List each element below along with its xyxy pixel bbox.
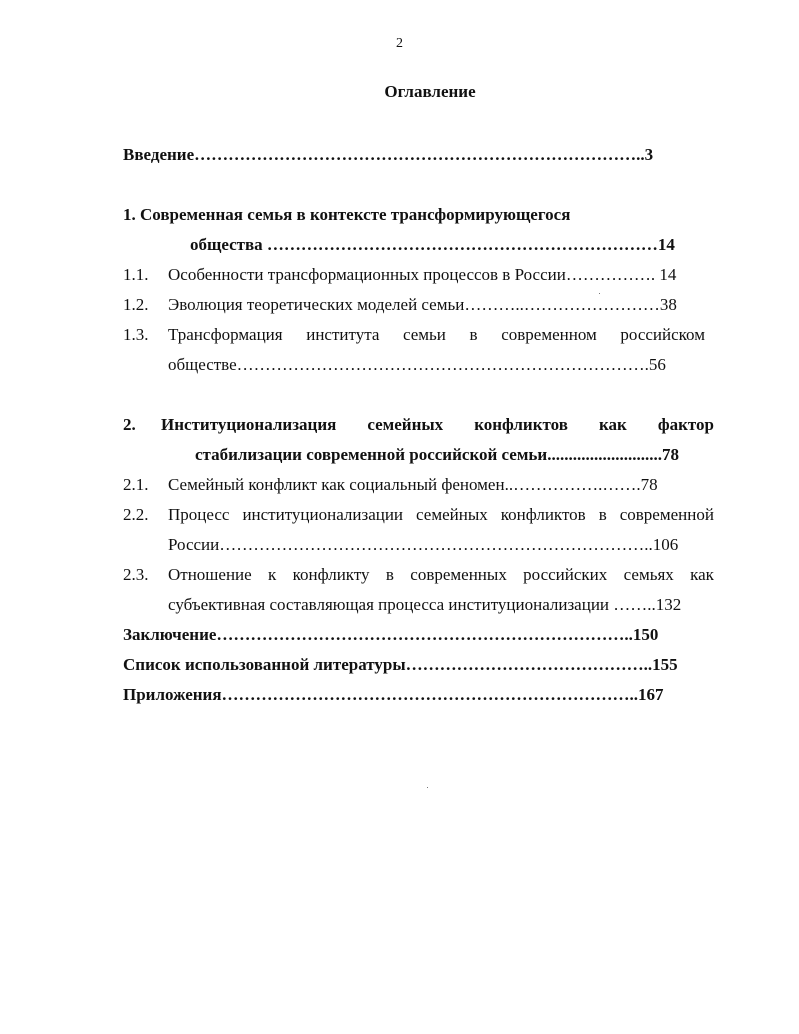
toc-intro[interactable]: Введение……………………………………………………………………..3	[123, 145, 654, 164]
toc-chapter-2-line-2[interactable]: стабилизации современной российской семьи...........................78	[195, 445, 679, 464]
toc-appendix[interactable]: Приложения………………………………………………………………..167	[123, 685, 664, 704]
word: конфликтов	[500, 505, 586, 524]
toc-conclusion[interactable]: Заключение………………………………………………………………..150	[123, 625, 659, 644]
word: в	[598, 505, 607, 524]
word: современном	[501, 325, 597, 344]
page-title: Оглавление	[384, 82, 476, 101]
word: как	[690, 565, 714, 584]
toc-section-1-2[interactable]: Эволюция теоретических моделей семьи………..……………………38	[168, 295, 677, 314]
scan-speck	[599, 293, 600, 294]
word: Процесс	[168, 505, 230, 524]
toc-chapter-1-line-1[interactable]: 1. Современная семья в контексте трансформирующегося	[123, 205, 571, 224]
page-number: 2	[396, 36, 403, 51]
toc-section-2-3-number: 2.3.	[123, 565, 149, 584]
toc-chapter-2-line-1[interactable]	[161, 414, 714, 436]
toc-section-1-3-line-1[interactable]	[168, 324, 705, 346]
toc-section-2-1-number: 2.1.	[123, 475, 149, 494]
word: Трансформация	[168, 325, 283, 344]
toc-bibliography[interactable]: Список использованной литературы……………………………………..155	[123, 655, 678, 674]
word: фактор	[657, 415, 714, 434]
word: института	[306, 325, 380, 344]
toc-section-2-2-number: 2.2.	[123, 505, 149, 524]
toc-section-2-2-line-2[interactable]: России…………………………………………………………………..106	[168, 535, 679, 554]
word: современных	[410, 565, 507, 584]
toc-section-2-3-line-2[interactable]: субъективная составляющая процесса институционализации ……..132	[168, 595, 682, 614]
word: семьи	[403, 325, 446, 344]
scan-speck	[427, 787, 428, 788]
word: Институционализация	[161, 415, 337, 434]
toc-section-1-2-number: 1.2.	[123, 295, 149, 314]
word: российском	[620, 325, 705, 344]
word: конфликтов	[474, 415, 568, 434]
word: институционализации	[242, 505, 404, 524]
toc-chapter-2-number: 2.	[123, 415, 136, 434]
word: как	[598, 415, 627, 434]
toc-section-1-1[interactable]: Особенности трансформационных процессов в России……………. 14	[168, 265, 677, 284]
toc-section-1-3-line-2[interactable]: обществе……………………………………………………………….56	[168, 355, 666, 374]
toc-section-1-3-number: 1.3.	[123, 325, 149, 344]
toc-section-2-3-line-1[interactable]	[168, 564, 714, 586]
word: семейных	[367, 415, 444, 434]
toc-chapter-1-line-2[interactable]: общества ……………………………………………………………14	[190, 235, 675, 254]
word: семейных	[416, 505, 488, 524]
word: современной	[619, 505, 714, 524]
toc-section-1-1-number: 1.1.	[123, 265, 149, 284]
word: Отношение	[168, 565, 252, 584]
word: семьях	[623, 565, 674, 584]
word: в	[385, 565, 394, 584]
word: конфликту	[292, 565, 370, 584]
word: в	[469, 325, 478, 344]
word: к	[268, 565, 277, 584]
word: российских	[523, 565, 608, 584]
toc-section-2-2-line-1[interactable]	[168, 504, 714, 526]
toc-section-2-1[interactable]: Семейный конфликт как социальный феномен..…………….…….78	[168, 475, 658, 494]
